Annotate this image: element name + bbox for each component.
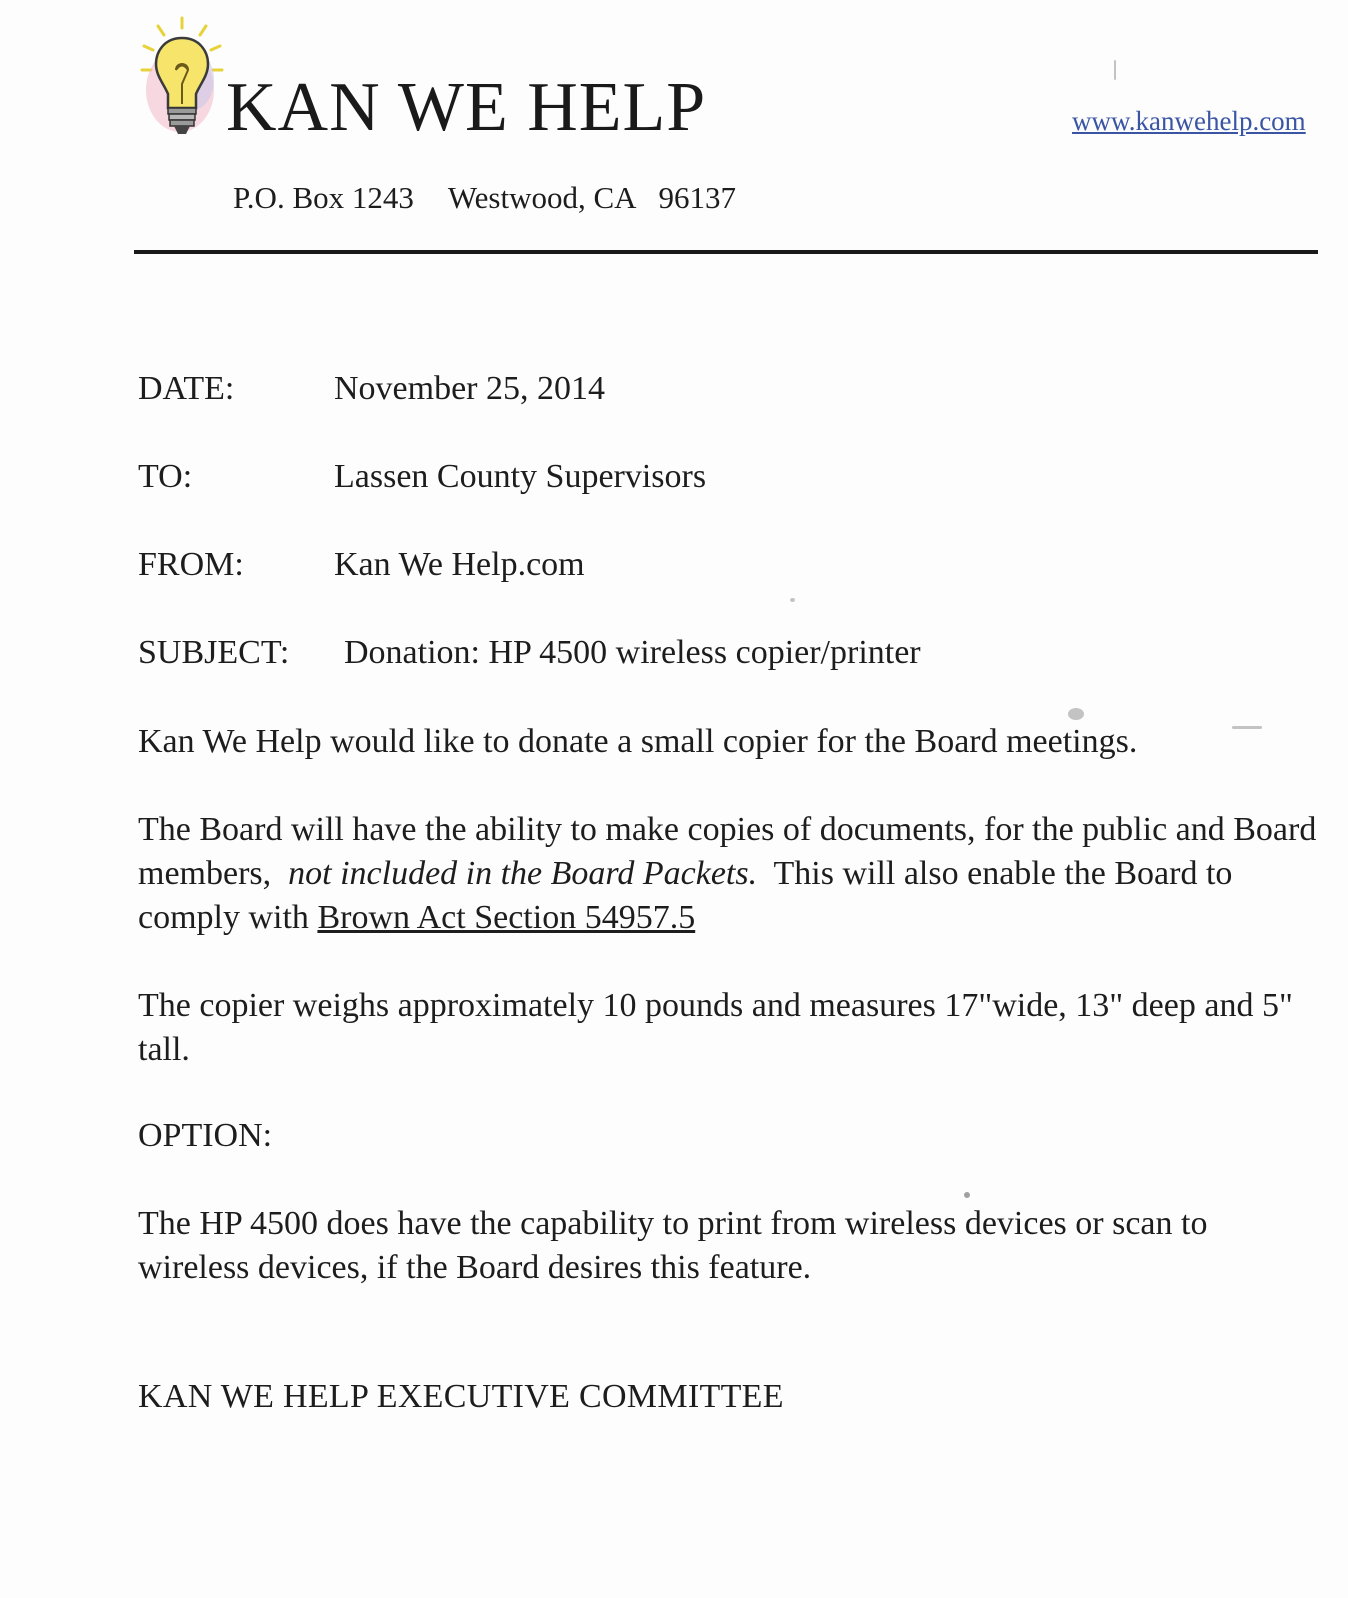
subject-label: SUBJECT:: [138, 634, 290, 671]
date-label: DATE:: [138, 370, 235, 407]
from-field: [138, 546, 585, 584]
scan-speck: [1068, 708, 1084, 720]
body-paragraph-2: [138, 808, 1318, 940]
header-divider: [134, 250, 1318, 254]
zip-code: 96137: [658, 180, 737, 215]
paragraph-text: The HP 4500 does have the capability to print from wireless devices or scan to wireless devices, if the Board desires this feature.: [138, 1205, 1208, 1286]
to-label: TO:: [138, 458, 193, 495]
paragraph-text: The copier weighs approximately 10 pounds and measures 17"wide, 13" deep and 5" tall.: [138, 987, 1293, 1068]
italic-phrase: not included in the Board Packets.: [288, 855, 758, 892]
signoff: KAN WE HELP EXECUTIVE COMMITTEE: [138, 1378, 784, 1415]
to-field: [138, 458, 706, 496]
po-box: P.O. Box 1243: [233, 180, 414, 215]
paragraph-text: The Board will have the ability to make copies of documents, for the public and Board members,: [138, 811, 1317, 892]
date-field: [138, 370, 605, 408]
city-state: Westwood, CA: [447, 180, 637, 215]
paragraph-text: Kan We Help would like to donate a small copier for the Board meetings.: [138, 723, 1138, 760]
option-heading: OPTION:: [138, 1117, 273, 1154]
paragraph-text: This will also enable the Board to comply with: [138, 855, 1233, 936]
address-line: [233, 180, 736, 216]
org-name: KAN WE HELP: [226, 69, 707, 146]
brown-act-reference: Brown Act Section 54957.5: [317, 899, 696, 936]
lightbulb-icon: [136, 14, 228, 138]
scan-speck: [1232, 726, 1262, 729]
scan-speck: [964, 1192, 970, 1198]
body-paragraph-1: [138, 720, 1318, 764]
date-value: November 25, 2014: [334, 370, 606, 407]
scan-speck: [790, 598, 795, 602]
to-value: Lassen County Supervisors: [334, 458, 707, 495]
scan-speck: [1114, 60, 1116, 80]
option-heading-block: [138, 1114, 1318, 1158]
body-paragraph-4: [138, 1202, 1318, 1290]
from-value: Kan We Help.com: [334, 546, 585, 583]
body-paragraph-3: [138, 984, 1318, 1072]
from-label: FROM:: [138, 546, 244, 583]
website-link[interactable]: www.kanwehelp.com: [1072, 106, 1306, 136]
subject-value: Donation: HP 4500 wireless copier/printer: [344, 634, 921, 671]
subject-field: [138, 634, 921, 672]
